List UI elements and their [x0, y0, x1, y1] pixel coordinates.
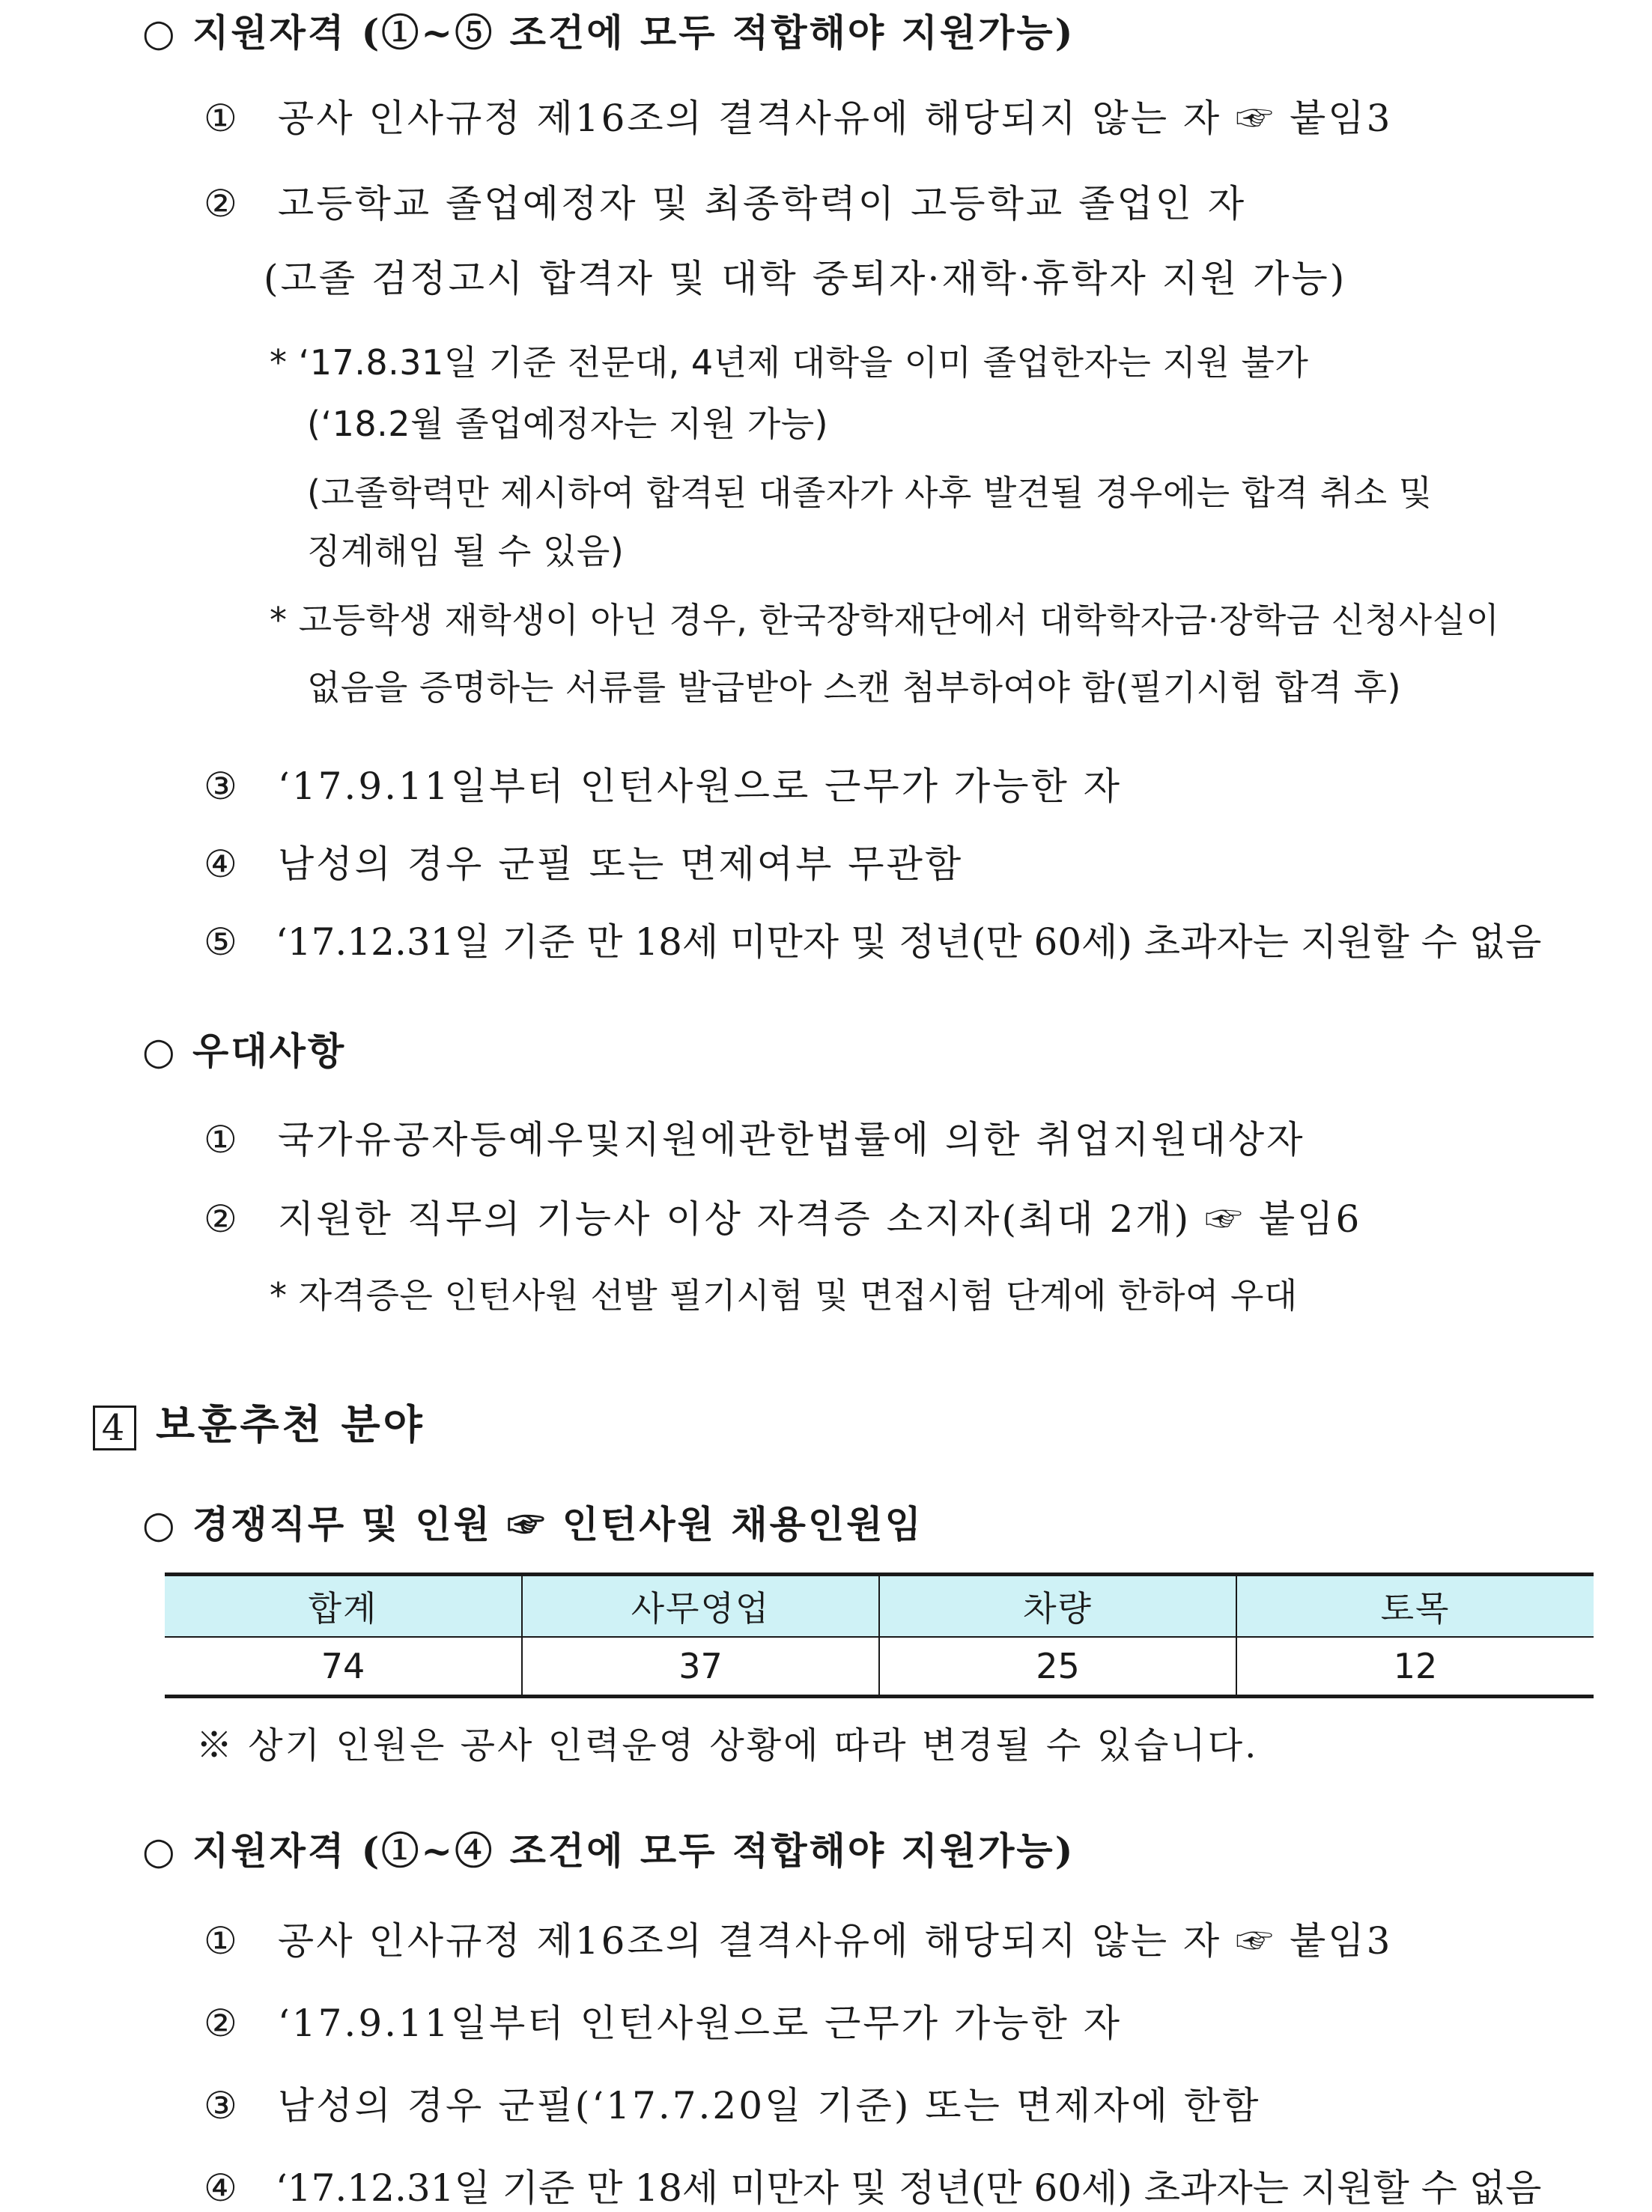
table-header-cell: 차량 [879, 1575, 1236, 1638]
list-marker: ① [204, 97, 240, 140]
table-cell: 37 [522, 1637, 879, 1697]
list-marker: ② [204, 182, 240, 225]
table-note: ※ 상기 인원은 공사 인력운영 상황에 따라 변경될 수 있습니다. [196, 1725, 1259, 1766]
note-line: * 자격증은 인턴사원 선발 필기시험 및 면접시험 단계에 한하여 우대 [270, 1275, 1298, 1316]
list-item [204, 834, 963, 888]
list-item [204, 1110, 1305, 1164]
list-item-text: 공사 인사규정 제16조의 결격사유에 해당되지 않는 자 ☞ 붙임3 [277, 1919, 1393, 1963]
note-line: * ‘17.8.31일 기준 전문대, 4년제 대학을 이미 졸업한자는 지원 불가 [270, 342, 1309, 383]
section-title [93, 1393, 425, 1450]
table-header-cell: 합계 [165, 1575, 522, 1638]
staffing-table [165, 1573, 1594, 1698]
list-marker: ② [204, 2002, 240, 2045]
list-item [204, 2158, 1541, 2212]
list-item-text: ‘17.9.11일부터 인턴사원으로 근무가 가능한 자 [277, 765, 1123, 808]
list-item-text: ‘17.12.31일 기준 만 18세 미만자 및 정년(만 60세) 초과자는 지원할 수 없음 [275, 2166, 1542, 2210]
qualification-heading: ○ 지원자격 (①~④ 조건에 모두 적합해야 지원가능) [142, 1829, 1075, 1873]
list-item-text: 국가유공자등예우및지원에관한법률에 의한 취업지원대상자 [277, 1118, 1305, 1161]
list-item-text: ‘17.9.11일부터 인턴사원으로 근무가 가능한 자 [277, 2002, 1123, 2045]
note-line: * 고등학생 재학생이 아닌 경우, 한국장학재단에서 대학학자금·장학금 신청사실이 [270, 600, 1500, 640]
jobs-heading: ○ 경쟁직무 및 인원 ☞ 인턴사원 채용인원임 [142, 1502, 923, 1546]
list-item-text: 공사 인사규정 제16조의 결격사유에 해당되지 않는 자 ☞ 붙임3 [277, 97, 1393, 140]
table-cell: 25 [879, 1637, 1236, 1697]
list-item [204, 88, 1392, 142]
list-item [204, 912, 1541, 966]
list-item-text: 지원한 직무의 기능사 이상 자격증 소지자(최대 2개) ☞ 붙임6 [277, 1197, 1362, 1241]
list-marker: ③ [204, 2084, 240, 2127]
table-cell: 12 [1236, 1637, 1594, 1697]
list-item [204, 756, 1122, 810]
list-marker: ⑤ [204, 920, 237, 964]
note-line: (‘18.2월 졸업예정자는 지원 가능) [307, 404, 829, 444]
table-header-row [165, 1575, 1594, 1638]
section-title-text: 보훈추천 분야 [156, 1400, 425, 1448]
section-number: 4 [93, 1406, 136, 1450]
list-item [204, 174, 1246, 228]
note-line: 징계해임 될 수 있음) [307, 531, 625, 571]
note-line: 없음을 증명하는 서류를 발급받아 스캔 첨부하여야 함(필기시험 합격 후) [307, 667, 1402, 708]
list-item [204, 1993, 1122, 2047]
list-marker: ② [204, 1197, 240, 1241]
table-cell: 74 [165, 1637, 522, 1697]
list-item [204, 2076, 1260, 2130]
note-line: (고졸학력만 제시하여 합격된 대졸자가 사후 발견될 경우에는 합격 취소 및 [307, 473, 1433, 513]
list-item [204, 1911, 1392, 1965]
list-marker: ③ [204, 765, 240, 808]
table-header-cell: 토목 [1236, 1575, 1594, 1638]
list-item-text: 남성의 경우 군필(‘17.7.20일 기준) 또는 면제자에 한함 [277, 2084, 1261, 2127]
qualification-heading: ○ 지원자격 (①~⑤ 조건에 모두 적합해야 지원가능) [142, 10, 1075, 55]
list-marker: ① [204, 1118, 240, 1161]
table-header-cell: 사무영업 [522, 1575, 879, 1638]
table-row [165, 1637, 1594, 1697]
list-marker: ① [204, 1919, 240, 1963]
list-item-text: 고등학교 졸업예정자 및 최종학력이 고등학교 졸업인 자 [277, 182, 1247, 225]
list-item-continuation: (고졸 검정고시 합격자 및 대학 중퇴자·재학·휴학자 지원 가능) [264, 257, 1347, 300]
list-item-text: 남성의 경우 군필 또는 면제여부 무관함 [277, 842, 964, 886]
list-item-text: ‘17.12.31일 기준 만 18세 미만자 및 정년(만 60세) 초과자는 지원할 수 없음 [275, 920, 1542, 964]
list-marker: ④ [204, 842, 240, 886]
preference-heading: ○ 우대사항 [142, 1029, 347, 1073]
list-item [204, 1189, 1361, 1243]
list-marker: ④ [204, 2166, 237, 2210]
